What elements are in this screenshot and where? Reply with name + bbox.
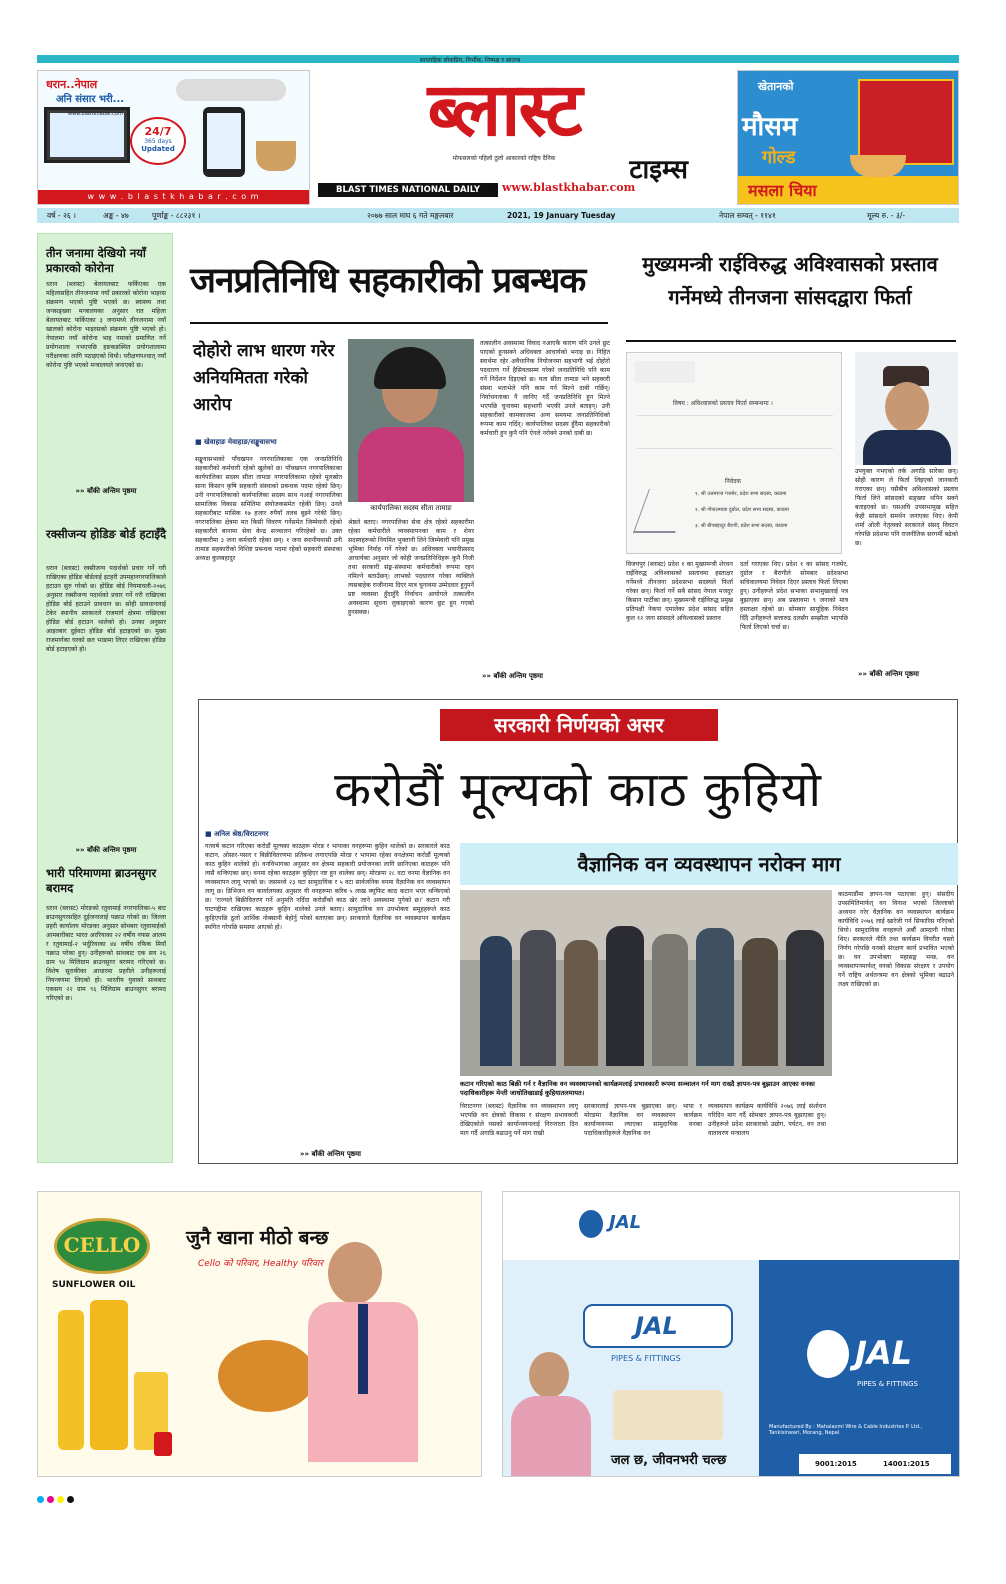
- cello-sub: Cello को परिवार, Healthy परिवार: [198, 1259, 324, 1269]
- continued-link[interactable]: »» बाँकी अन्तिम पृष्ठमा: [858, 670, 919, 678]
- cm-story-col3: उपयुक्त नभएको तर्क अगाडि सारेका छन्। सोही कारण ले फिर्ता लिइएको जानकारी गराएका छन्। यसैबीच अविश्वासको प्रस्ताव फिर्ता लिने सांसदको सङ्ख्या थपिन सक्ने बताइएको छ। यसअघि उपसभामुख सहित केही सांसदले समर्थन जनाएका थिए। केपी शर्मा ओली नेतृत्वको सरकारले संसद् विघटन गरेपछि प्रदेशमा पनि राजनीतिक सरगर्मी बढेको छ।: [855, 468, 958, 547]
- tea-cup-graphic: [850, 155, 906, 177]
- feature-sub-col1: विराटनगर (ब्लास्ट) वैज्ञानिक वन व्यवस्थापन लागू भएपछि वन क्षेत्रको विकास र संरक्षण प्रभावकारी देखिएकोले यसको कार्यान्वयनलाई निरन्तरता दिन माग गर्दै अगाडि बढाउनु पर्ने माग राखी: [460, 1103, 578, 1137]
- cello-product: SUNFLOWER OIL: [52, 1280, 136, 1290]
- model-face-graphic: [529, 1352, 569, 1398]
- website-link[interactable]: www.blastkhabar.com: [502, 181, 636, 194]
- english-name: BLAST TIMES NATIONAL DAILY: [318, 183, 498, 197]
- main-story-col1: सङ्खुवासभाको पाँचखपन नगरपालिकाका एक जनप्रतिनिधि सहकारीको कर्मचारी रहेको खुलेको छ। पाँचखपन नगरपालिकाका कार्यपालिका सदस्य सीता तामाङ नगरपालिकामा रहेको मूलस्रोत साना किसान कृषि सहकारी संस्थाको प्रबन्धक पदमा रहेको छिन्। उनी नगरपालिकाको कार्यपालिका सदस्य साथ नआई नगरपालिका सामाजिक विकास समितिमा संयोजकसमेत रहेकी छिन्। उनले सहकारीबाट मासिक १७ हजार रुपैयाँ तलब बुझ्ने गरेकी छिन्। नगरपालिका क्षेत्रमा मत किसी विवरण गर्नेसमेत जिम्मेवारी रहेको सहकारीले बानामा सेवा केन्द्र सञ्चालन गरिरहेको छ। उक्त सहकारीमा ३ जना कर्मचारी रहेका छन्। १ जना स्थानीयवासी उनी तामाङ सहकारीको विशिष्ट प्रबन्धक पदमा रहेको सहकारी संस्थाका अध्यक्ष कुलबहादुर: [195, 456, 342, 562]
- main-subheadline: दोहोरो लाभ धारण गरेर अनियमितता गरेको आरोप: [193, 341, 335, 415]
- jal-tagline: जल छ, जीवनभरी चल्छ: [611, 1453, 727, 1468]
- ad-cello-sunflower-oil[interactable]: [37, 1191, 482, 1477]
- issue-number: अङ्क - ४७: [103, 211, 129, 220]
- pipes-graphic: [613, 1390, 723, 1440]
- ad-left-url: www.blastkhabar.com: [68, 111, 123, 117]
- main-story-col3: तत्कालीन अवस्थामा विवाद नआएकै कारण पनि उनले छुट पाएको हुनसक्ने अधिवक्ता आचार्यको भनाइ छ। निहित स्वार्थमा रहेर अवैधानिक नियोजनमा सहभागी भई दोहोरो पदधारण गर्ने हैसियतसम्म गरेको जनप्रतिनिधि पनि काम गर्ने निर्देशन दिइएको छ। यता सीता तामाङ भने सहकारी संस्था भताभेले पनि काम गर्न मिल्ने दाबी गर्छिन्। निर्वाचनताका नै जानिए गर्दै जनप्रतिनिधि हुन मिल्ने भएपछि चुनावमा सहभागी भएकी उनले बताइन्। उनी सहकारीको कामकाजमा अन्य समयमा जनप्रतिनिधिको रूपमा काम गर्दिन्। कार्यपालिका सदस्य हुँदैमा सहकारीको कर्मचारी हुन कुनै पनि ऐनले नरोक्ने उनको दाबी छ।: [480, 340, 610, 437]
- news-photo-forest-delegation[interactable]: [460, 890, 832, 1076]
- letter-signatures: निवेदक: [725, 478, 742, 485]
- ad-left-line2: अनि संसार भरी...: [56, 94, 125, 105]
- nepal-samvat: नेपाल सम्वत् - ११४१: [719, 211, 776, 220]
- badge-graphic: [154, 1432, 172, 1456]
- ad-right-brand: खेतानको: [758, 80, 794, 93]
- ad-right-name2: गोल्ड: [762, 147, 796, 168]
- iso-bar: 9001:2015 14001:2015: [799, 1454, 951, 1474]
- cello-slogan: जुनै खाना मीठो बन्छ: [186, 1227, 329, 1249]
- tea-box-graphic: [858, 79, 954, 165]
- updated-badge: 24/7 365 days Updated: [130, 117, 186, 165]
- story-body: धरान (ब्लास्ट) रक्सीजन्य पदार्थको प्रचार गर्ने गरी राखिएका होडिङ बोर्डलाई इटहरी उपमहानगरपालिकाले हटाउन सुरु गरेको छ। होडिङ बोर्ड नियमावली-२०७६ अनुसार रक्सीजन्य पदार्थको प्रचार गर्ने गरी राखिएका होडिङ बोर्ड हटाउने प्रावधान छ। सोही प्रावधानलाई टेकेर स्थानीय सरकारले राजमार्ग क्षेत्रमा राखिएका होडिङ बोर्ड हटाउन थालेको हो। उनका अनुसार आइतबार दुईवटा होडिङ बोर्ड हटाइएको छ। मुख्य राजमार्गका घरको छत भाडामा लिएर राखिएका होडिङ बोर्ड हटाइएको हो।: [46, 565, 166, 653]
- roller-graphic: [176, 79, 286, 101]
- feature-body: गतवर्ष कटान गरिएका करोडौं मूल्यका काठहरू मोरङ र भापाका वनहरूमा कुहिन थालेको छ। सरकारले काठ कटान, ओसार-पसार र बिक्रीवितरणमा प्रतिबन्ध लगाएपछि मोरङ र भापामा रहेका वनक्षेत्रमा करोडौं मूल्यको काठ कुहिन थालेको हो। वनविभागका अनुसार वन क्षेत्रमा सहकारी प्रयोजनका लागि छानिएका काठहरू पनि त्यसै थन्किएका छन्। वनमा रहेका काठहरू कुहिएर नष्ट हुन थालेका छन्। मोरङमा २८ वटा वनमा वैज्ञानिक वन व्यवस्थापन लागू भएको छ। जसमध्ये २३ वटा सामुदायिक र ५ वटा सार्वजनिक वनमा वैज्ञानिक वन व्यवस्थापन लागू छ। डिभिजन वन कार्यालयका अनुसार यी वनहरूमा करिब ५ लाख क्यूफिट काठ कटान भएर थन्किएको छ। 'राज्यले बिक्रीवितरण गर्ने अनुमति नदिँदा करोडौंको काठ खेर जाने अवस्थामा पुगेको छ।' कटान गरी घाटगद्दीमा राखिएका काठहरू कुहिन थालेको उनले बताए। सामुदायिक वन उपभोक्ता समूहहरूले काठ कुहिएपछि ठूलो आर्थिक नोक्सानी बेहोर्नु परेको बताएका छन्। सरकारले वैज्ञानिक वन व्यवस्थापन कार्यक्रम स्थगित गरेपछि समस्या आएको हो।: [205, 843, 450, 931]
- ad-left-line1: धरान..नेपाल: [46, 78, 98, 91]
- story-body: धरान (ब्लास्ट) मोरङको रतुवामाई नगरपालिका-५ बाट ब्राउनसुगरसहित दुईजनालाई पक्राउ गरेको छ। जिल्ला प्रहरी कार्यालय मोरङका अनुसार सोमबार रतुवामाईको आमबारीबाट भारत अररियाका २२ वर्षीय नफस आलम र रतुवामाई-२ भर्दुरियाका ४४ वर्षीय रफिक मियाँ पक्राउ परेका हुन्। उनीहरूको साथबाट एक सय २६ ग्राम ९४ मिलिग्राम ब्राउनसुगर बरामद गरिएको छ। विशेष सूराकीका आधारमा प्रहरीले उनीहरूलाई नियन्त्रणमा लिएको हो। भारतीय युवाको साथबाट एकसय २२ ग्राम ९६ मिलिग्राम ब्राउनसुगर बरामद गरिएको छ।: [46, 905, 166, 1002]
- continued-link[interactable]: »» बाँकी अन्तिम पृष्ठमा: [482, 672, 543, 680]
- cm-story-col2: दर्ता गराएका थिए। प्रदेश १ का सांसद गजमेर, दुग्रोल र बैरागीले सोमबार प्रदेशसभा सचिवालयमा निवेदन दिएर प्रस्ताव फिर्ता लिएका हुन्। उनीहरूले प्रदेश सभाका सभामुखलाई पत्र बुझाएका छन्। अब प्रस्तावमा ९ जनाको मात्र हस्ताक्षर रहेको छ। सोमबार सामूहिक निवेदन दिँदै उनीहरूले सत्तारुढ दलसँग सम्झौता भएपछि फिर्ता लिएको चर्चा छ।: [740, 561, 848, 631]
- letter-line: ३. श्री बीपबहादुर बैरागी, प्रदेश सभा सदस्य, काठमा: [695, 523, 788, 529]
- feature-subheadline[interactable]: वैज्ञानिक वन व्यवस्थापन नरोक्न माग: [460, 843, 958, 885]
- story-headline[interactable]: भारी परिमाणमा ब्राउनसुगर बरामद: [46, 866, 157, 895]
- divider: [626, 340, 956, 342]
- price: मूल्य रु. - ३/-: [867, 211, 906, 220]
- masthead-slogan: साप्ताहिक लोकप्रिय, निर्भीक, निष्पक्ष र स्वतन्त्र: [419, 57, 521, 64]
- jal-photo-panel: [503, 1260, 759, 1477]
- photo-caption: कटान गरिएको काठ बिक्री गर्न र वैज्ञानिक वन व्यवस्थापनको कार्यक्रमलाई प्रभावकारी रूपमा सञ्चालन गर्न माग राख्दै ज्ञापन-पत्र बुझाउन आएका वनका पदाधिकारीहरू मेन्ती जाधोतिखाडाई कुहियातलमायत।: [460, 1080, 815, 1097]
- letter-line: २. श्री गोपालमाया दुग्रोल, प्रदेश सभा सदस्य, काठमा: [695, 507, 789, 513]
- english-date: 2021, 19 January Tuesday: [507, 211, 616, 220]
- news-photo-politician[interactable]: [855, 352, 958, 465]
- left-news-column: [37, 233, 173, 1163]
- masthead-logo[interactable]: [318, 66, 690, 198]
- model-body-graphic: [511, 1396, 591, 1477]
- issue-info-bar: [37, 208, 959, 223]
- ad-jal-pipes[interactable]: [502, 1191, 960, 1477]
- continued-link[interactable]: »» बाँकी अन्तिम पृष्ठमा: [300, 1150, 361, 1158]
- feature-tag: सरकारी निर्णयको असर: [440, 709, 718, 741]
- signature-scribble: [633, 489, 691, 533]
- masthead-tagline: मोफसलको पहिलो ठूलो आकारको राष्ट्रिय दैनिक: [452, 155, 556, 162]
- ad-mausam-gold-tea[interactable]: [737, 70, 959, 205]
- cm-story-col1: विजयपुर (ब्लास्ट) प्रदेश १ का मुख्यमन्त्री शेरधन राईविरुद्ध अविश्वासको प्रस्तावमा हस्ताक्षर गर्नेमध्ये तीनजना प्रदेशसभा सदस्यले फिर्ता गरेका छन्। फिर्ता गर्ने सबै सांसद नेपाल मजदुर किसान पार्टीका छन्। मुख्यमन्त्री राईविरुद्ध प्रमुख प्रतिपक्षी नेकपा एमालेका प्रदेश सांसद सहित कुल १२ जना सांसदले अविश्वासको प्रस्ताव: [626, 561, 733, 622]
- jal-sub: PIPES & FITTINGS: [857, 1380, 918, 1388]
- jal-blue-panel: [759, 1260, 960, 1477]
- ad-right-name1: मौसम: [742, 112, 798, 142]
- byline: ■ अनिल श्रेष्ठ/विराटनगर: [205, 830, 269, 838]
- noodle-bowl-graphic: [218, 1340, 316, 1412]
- ad-right-name3: मसला चिया: [748, 181, 817, 200]
- jal-logo-big: JAL: [855, 1334, 913, 1372]
- registration-marks: [37, 1488, 959, 1496]
- continued-link[interactable]: »» बाँकी अन्तिम पृष्ठमा: [75, 487, 137, 495]
- total-issue: पूर्णाङ्क - ८८२३१ ।: [152, 211, 201, 220]
- ad-left-strip: w w w . b l a s t k h a b a r . c o m: [38, 190, 309, 204]
- jal-manufacturer: Manufactured By : Mahalaxmi Wire & Cable Industries P. Ltd., Tankisinwari, Morang, Nepal: [769, 1424, 923, 1436]
- child-face-graphic: [328, 1242, 382, 1304]
- oil-bottle-graphic: [90, 1300, 128, 1450]
- phone-graphic: [203, 107, 245, 177]
- tie-graphic: [358, 1304, 368, 1394]
- main-headline[interactable]: जनप्रतिनिधि सहकारीको प्रबन्धक: [190, 260, 586, 301]
- oil-bottle-graphic: [58, 1310, 84, 1450]
- letter-image[interactable]: [626, 352, 842, 554]
- story-body: धरान (ब्लास्ट) बेलायतबाट फर्किएका एक महिलासहित तीनजनामा नयाँ प्रकारको कोरोना भाइरस संक्रमण भएको पुष्टि भएको छ। स्वास्थ्य तथा जनसङ्ख्या मन्त्रालयका अनुसार रात महिला बेलायतबाट फर्किएका ३ जनामध्ये तीनजनामा नयाँ खालको कोरोना भाइरसको संक्रमण पुष्टि भएको हो। नेपालमा नयाँ कोरोना भाइ नमाको प्रमाणित गर्ने प्रयोगशाला नभएपछि हङकङस्थित प्रयोगशालामा परीक्षणका लागि पठाइएको थियो। परीक्षणपश्चात् नयाँ कोरोना पुष्टि भएको मन्त्रालयले जनाएको छ।: [46, 281, 166, 369]
- main-story-col2: श्रेष्ठले बताए। नगरपालिका सेवा क्षेत्र रहेको सहकारीमा रहेका कर्मचारीले व्यवस्थापनका काम र शेयर सदस्यहरूको नियमित भुक्तानी लिने जिम्मेवारी पनि प्रमुख भूमिका निर्वाह गर्ने गरेको छ। अधिवक्ता भवानीप्रसाद आचार्यका अनुसार जो कोही जनप्रतिनिधिहरू कुनै निजी तथा सरकारी संङ्घ-संस्थामा कर्मचारीको रूपमा रहन नमिल्ने बताउँछन्। लाभको पदधारण गरेका व्यक्तिले त्यसबाहेक राजीनामा दिएर मात्र चुनावमा उम्मेदवार हुनुपर्ने प्रष्ट व्यवस्था हुँदाहुँदै निर्वाचन आयोगले तत्कालीन अवस्थामा सूचना लुकाइएको कारण छुट हुन गएको हुनसक्छ।: [348, 519, 474, 616]
- continued-link[interactable]: »» बाँकी अन्तिम पृष्ठमा: [75, 846, 137, 854]
- jal-logo-top: JAL: [579, 1210, 669, 1238]
- jal-logo-mid: JAL: [583, 1304, 733, 1348]
- tea-cup-graphic: [256, 141, 296, 171]
- feature-sub-col4: काठमाडौंमा ज्ञापन-पत्र पठाएका हुन्। संसदीय उपसमितिमार्फत् वन विनाश भएको जिल्लाको अध्ययन गरेर वैज्ञानिक वन व्यवस्थापन कार्यक्रम कार्यविधि २०७६ लाई खारेजी गर्न सिफारिस गरिएको थियो। सामुदायिक वनहरूले अर्बौं आम्दानी गरेका थिए। सरकारले नीति तथा कार्यक्रम विपरीत यस्तो निर्णय गरेपछि वनको संरक्षण कार्य प्रभावित भएको छ। वन उपभोक्ता महासङ्घ भन्छ, वन व्यवस्थापनमार्फत् वनको विकास संरक्षण र उपयोग गर्ने राष्ट्रिय अर्थतन्त्रमा वन क्षेत्रको भूमिका बढाउने लक्ष्य राखिएको छ।: [838, 891, 954, 988]
- letter-subject: विषय : अविश्वासको प्रस्ताव फिर्ता सम्बन्धमा ।: [673, 400, 773, 407]
- story-headline[interactable]: तीन जनामा देखियो नयाँ प्रकारको कोरोना: [46, 246, 146, 275]
- letter-line: १. श्री उत्तमराज गजमेर, प्रदेश सभा सदस्य, काठमा: [695, 491, 787, 497]
- cm-headline[interactable]: मुख्यमन्त्री राईविरुद्ध अविश्वासको प्रस्ताव गर्नेमध्ये तीनजना सांसदद्वारा फिर्ता: [642, 252, 938, 309]
- feature-headline[interactable]: करोडौं मूल्यको काठ कुहियो: [334, 762, 822, 818]
- nepali-date: २०७७ साल माघ ६ गते मङ्गलबार: [367, 211, 454, 220]
- feature-sub-col2: सरकारलाई ज्ञापन-पत्र बुझाएका छन्। भापा र मोरङमा वैज्ञानिक वन व्यवस्थापन कार्यक्रम कार्यान्वयनमा ल्याएका सामुदायिक वनका पदाधिकारीहरूले वैज्ञानिक वन: [584, 1103, 702, 1137]
- news-photo-sita-tamang[interactable]: [348, 339, 474, 502]
- cello-logo: CELLO: [54, 1218, 150, 1274]
- volume: वर्ष - २६ ।: [47, 211, 77, 220]
- byline: ■ खेवाहाङ मेवाहाङ/सङ्खुवासभा: [195, 438, 277, 446]
- logo-text: ब्लास्ट: [427, 67, 581, 153]
- jal-sub: PIPES & FITTINGS: [611, 1354, 681, 1363]
- story-headline[interactable]: रक्सीजन्य होडिङ बोर्ड हटाइँदै: [46, 527, 167, 541]
- divider: [190, 322, 608, 324]
- logo-times: टाइम्स: [629, 155, 688, 185]
- feature-sub-col3: व्यवस्थापन कार्यक्रम कार्यविधि २०७६ लाई संशोधन गरिदिन माग गर्दै सोमबार ज्ञापन-पत्र बुझाएका हुन्। उनीहरूले प्रदेश सरकारको उद्योग, पर्यटन, वन तथा वातावरण मन्त्रालय: [708, 1103, 826, 1137]
- ad-blastkhabar[interactable]: [37, 70, 310, 205]
- photo-caption: कार्यपालिका सदस्य सीता तामाङ: [370, 504, 452, 512]
